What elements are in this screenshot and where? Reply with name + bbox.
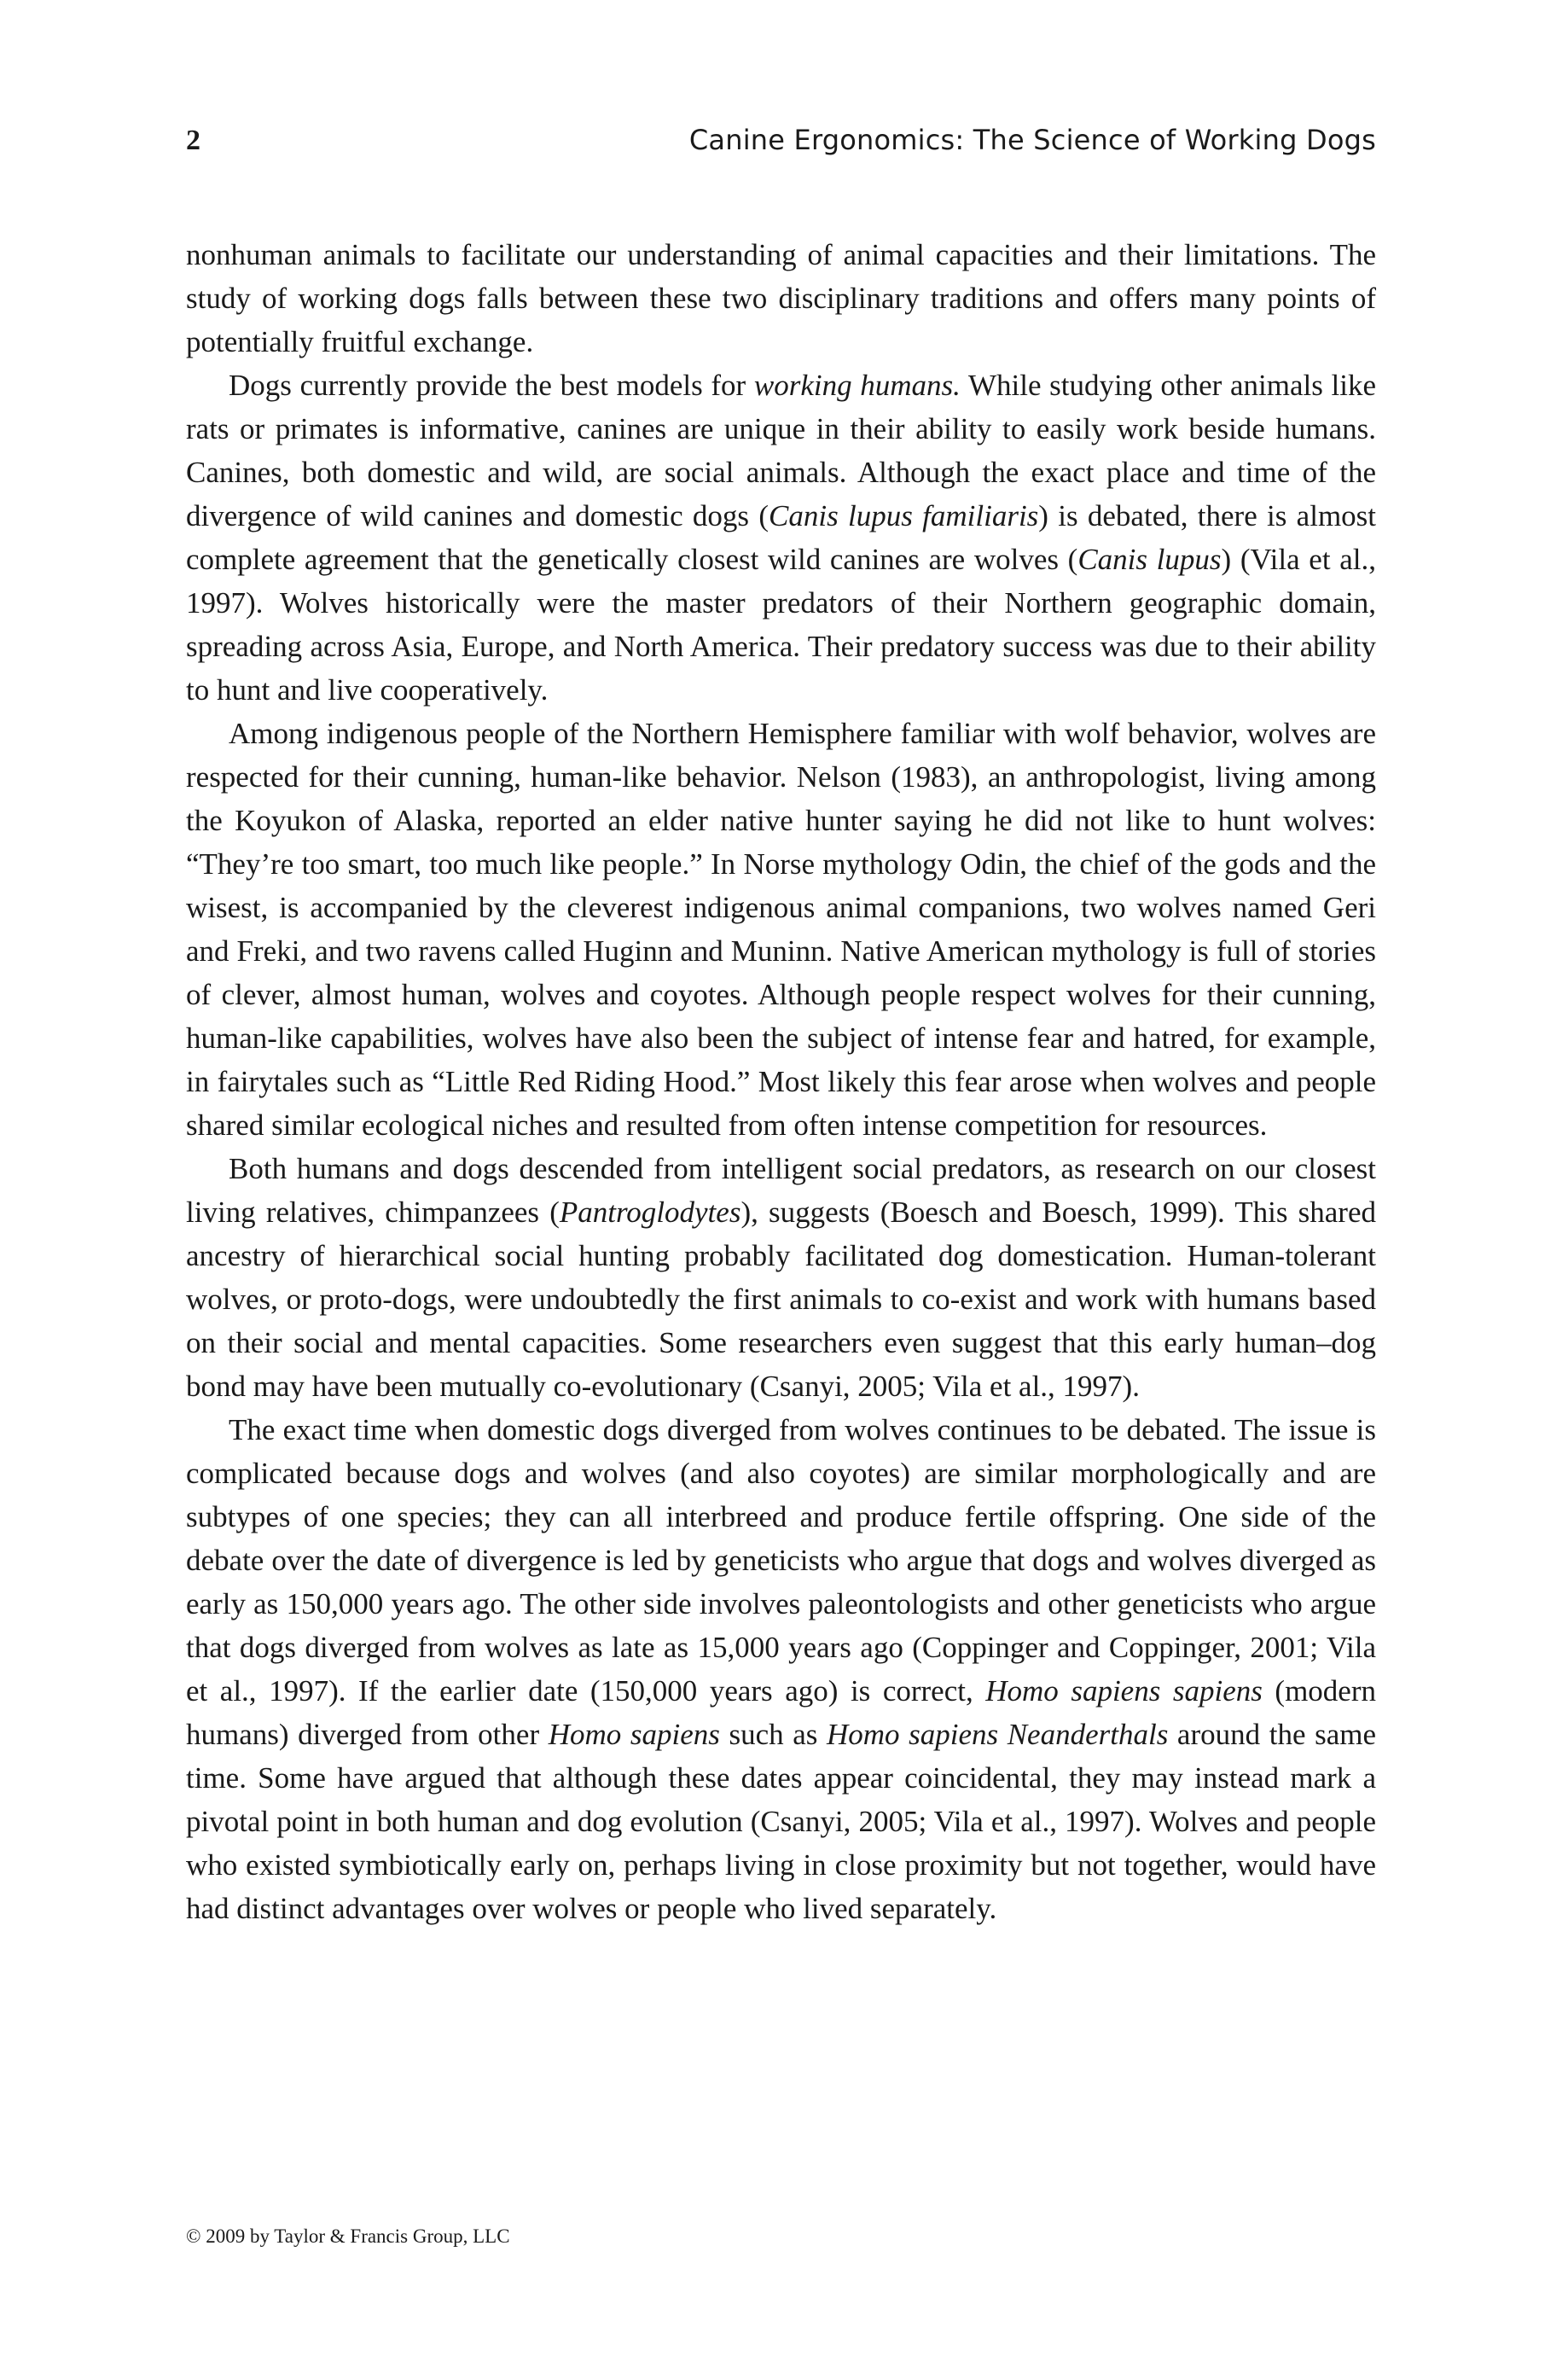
running-title: Canine Ergonomics: The Science of Working Dogs — [688, 124, 1376, 156]
italic-phrase: working humans. — [753, 369, 961, 402]
body-text — [186, 233, 1376, 1930]
paragraph-text: While studying other animals like rats or primates is informative, canines are unique in their ability to easily work beside humans. Canines, both domestic and wild, are social animals. Although the exact place and time of the divergence of wild canines and domestic dogs ( — [186, 369, 1376, 532]
species-name: Canis lupus familiaris — [769, 499, 1039, 532]
paragraph-text: Both humans and dogs descended from intelligent social predators, as research on our closest living relatives, chimpanzees ( — [186, 1152, 1376, 1229]
paragraph-text: such as — [719, 1718, 827, 1751]
species-name: Homo sapiens Neanderthals — [826, 1718, 1169, 1751]
paragraph-text: ) (Vila et al., 1997). Wolves historically were the master predators of their Northern geographic domain, spreading across Asia, Europe, and North America. Their predatory success was due to their ability to hunt and live cooperatively. — [186, 543, 1376, 707]
paragraph-text: around the same time. Some have argued that although these dates appear coincidental, they may instead mark a pivotal point in both human and dog evolution (Csanyi, 2005; Vila et al., 1997). Wolves and people who existed symbiotically early on, perhaps living in close proximity but not together, would have had distinct advantages over wolves or people who lived separately. — [186, 1718, 1376, 1925]
paragraph — [186, 712, 1376, 1147]
paragraph — [186, 364, 1376, 712]
paragraph-text: Among indigenous people of the Northern Hemisphere familiar with wolf behavior, wolves are respected for their cunning, human-like behavior. Nelson (1983), an anthropologist, living among the Koyukon of Alaska, reported an elder native hunter saying he did not like to hunt wolves: “They’re too smart, too much like people.” In Norse mythology Odin, the chief of the gods and the wisest, is accompanied by the cleverest indigenous animal companions, two wolves named Geri and Freki, and two ravens called Huginn and Muninn. Native American mythology is full of stories of clever, almost human, wolves and coyotes. Although people respect wolves for their cunning, human-like capabilities, wolves have also been the subject of intense fear and hatred, for example, in fairytales such as “Little Red Riding Hood.” Most likely this fear arose when wolves and people shared similar ecological niches and resulted from often intense competition for resources. — [186, 717, 1376, 1142]
paragraph — [186, 1147, 1376, 1408]
paragraph-text: ) is debated, there is almost complete agreement that the genetically closest wild canines are wolves ( — [186, 499, 1377, 576]
paragraph-text: Dogs currently provide the best models for — [229, 369, 754, 402]
paragraph-text: The exact time when domestic dogs diverged from wolves continues to be debated. The issue is complicated because dogs and wolves (and also coyotes) are similar morphologically and are subtypes of one species; they can all interbreed and produce fertile offspring. One side of the debate over the date of divergence is led by geneticists who argue that dogs and wolves diverged as early as 150,000 years ago. The other side involves paleontologists and other geneticists who argue that dogs diverged from wolves as late as 15,000 years ago (Coppinger and Coppinger, 2001; Vila et al., 1997). If the earlier date (150,000 years ago) is correct, — [186, 1413, 1376, 1708]
paragraph — [186, 233, 1376, 364]
paragraph-text: (modern humans) diverged from other — [186, 1674, 1376, 1751]
paragraph — [186, 1408, 1376, 1930]
paragraph-text: nonhuman animals to facilitate our understanding of animal capacities and their limitations. The study of working dogs falls between these two disciplinary traditions and offers many points of potentially fruitful exchange. — [186, 238, 1376, 358]
copyright-footer: © 2009 by Taylor & Francis Group, LLC — [186, 2225, 510, 2247]
page-number: 2 — [186, 125, 200, 156]
species-name: Canis lupus — [1077, 543, 1222, 576]
running-header — [186, 124, 1376, 175]
species-name: Pantroglodytes — [559, 1196, 741, 1229]
species-name: Homo sapiens — [548, 1718, 720, 1751]
book-page — [186, 124, 1376, 2308]
species-name: Homo sapiens sapiens — [985, 1674, 1263, 1708]
paragraph-text: ), suggests (Boesch and Boesch, 1999). This shared ancestry of hierarchical social hunting probably facilitated dog domestication. Human-tolerant wolves, or proto-dogs, were undoubtedly the first animals to co-exist and work with humans based on their social and mental capacities. Some researchers even suggest that this early human–dog bond may have been mutually co-evolutionary (Csanyi, 2005; Vila et al., 1997). — [186, 1196, 1376, 1403]
